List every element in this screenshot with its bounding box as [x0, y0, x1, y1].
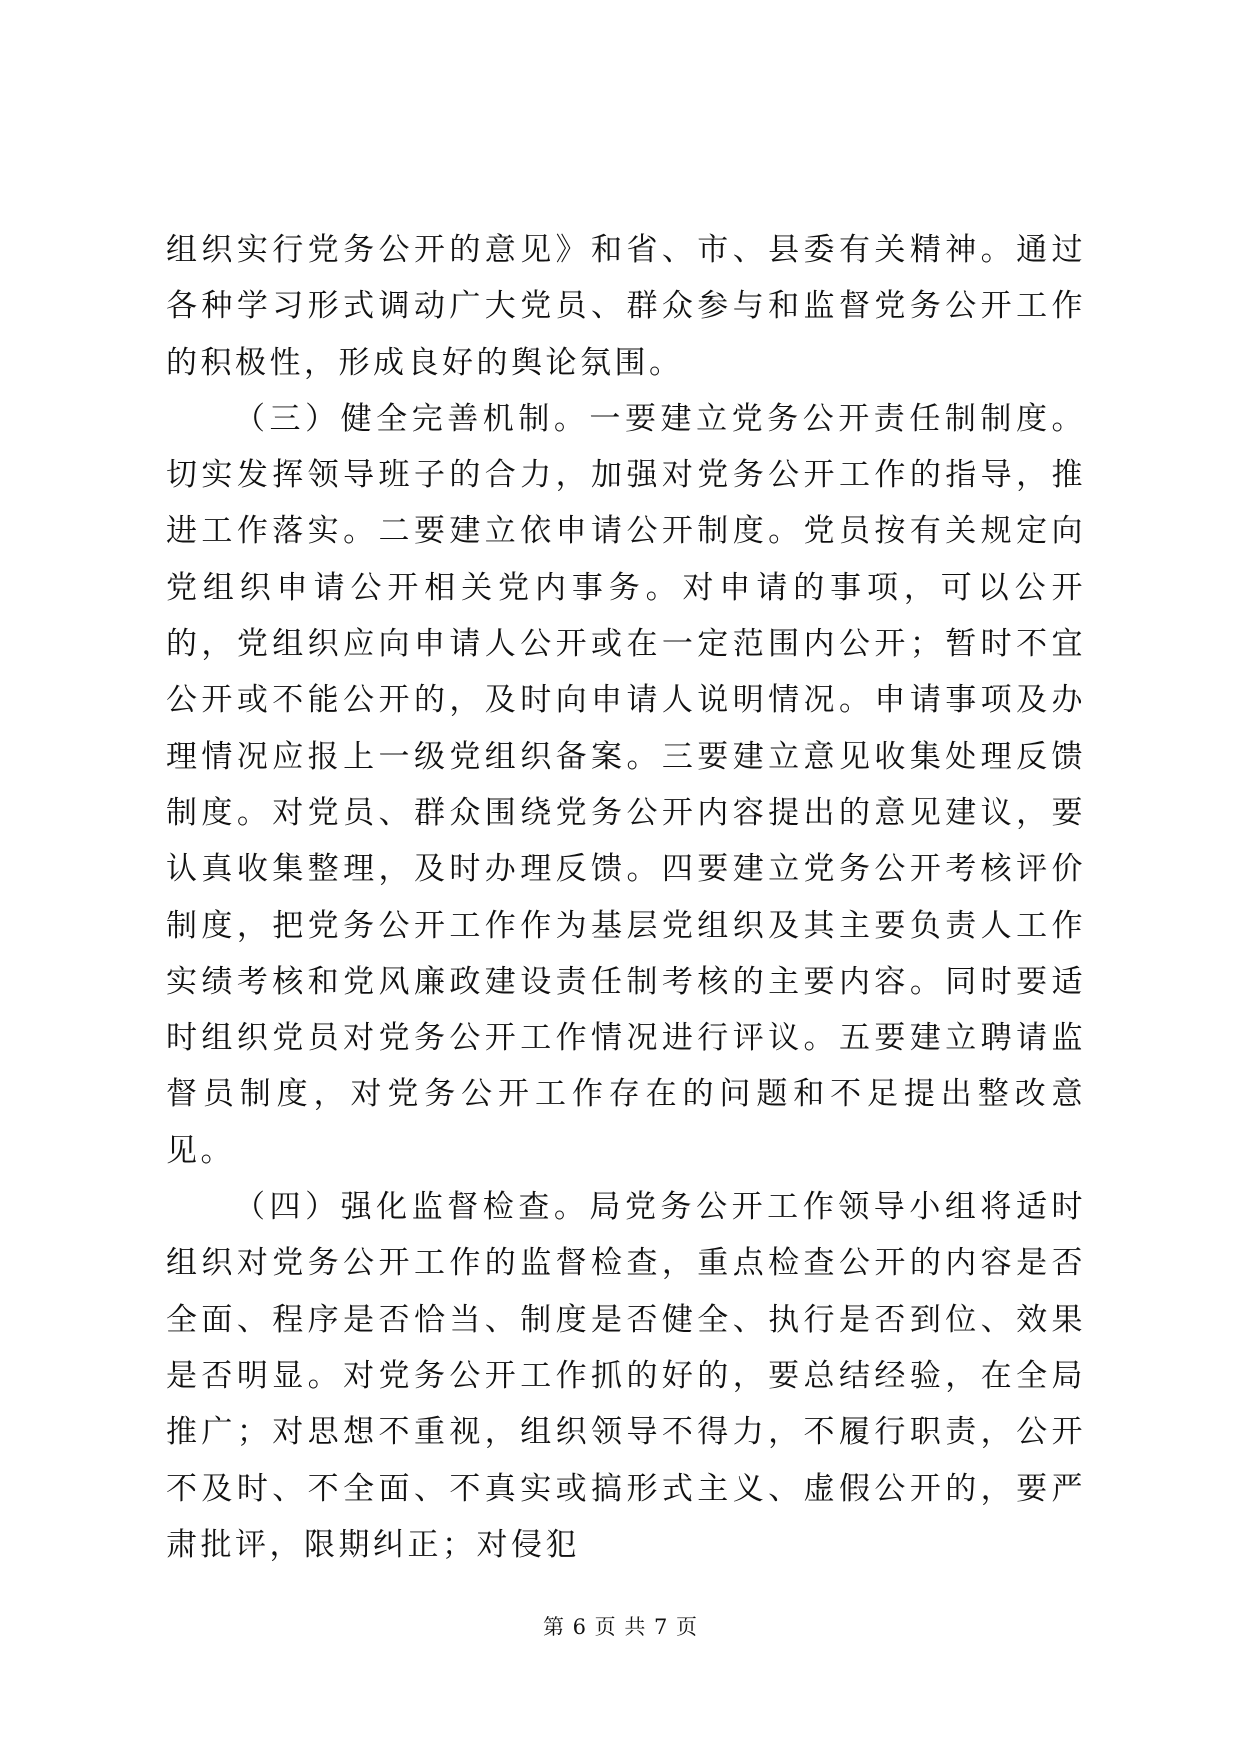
paragraph-1: 组织实行党务公开的意见》和省、市、县委有关精神。通过各种学习形式调动广大党员、群众参与和监督党务公开工作的积极性，形成良好的舆论氛围。 [166, 232, 1086, 381]
paragraph-2: （三）健全完善机制。一要建立党务公开责任制制度。切实发挥领导班子的合力，加强对党务公开工作的指导，推进工作落实。二要建立依申请公开制度。党员按有关规定向党组织申请公开相关党内事务。对申请的事项，可以公开的，党组织应向申请人公开或在一定范围内公开；暂时不宜公开或不能公开的，及时向申请人说明情况。申请事项及办理情况应报上一级党组织备案。三要建立意见收集处理反馈制度。对党员、群众围绕党务公开内容提出的意见建议，要认真收集整理，及时办理反馈。四要建立党务公开考核评价制度，把党务公开工作作为基层党组织及其主要负责人工作实绩考核和党风廉政建设责任制考核的主要内容。同时要适时组织党员对党务公开工作情况进行评议。五要建立聘请监督员制度，对党务公开工作存在的问题和不足提出整改意见。 [166, 400, 1086, 1169]
page-number-footer: 第 6 页 共 7 页 [542, 1615, 699, 1639]
document-body [166, 222, 1086, 1573]
paragraph-3: （四）强化监督检查。局党务公开工作领导小组将适时组织对党务公开工作的监督检查，重点检查公开的内容是否全面、程序是否恰当、制度是否健全、执行是否到位、效果是否明显。对党务公开工作抓的好的，要总结经验，在全局推广；对思想不重视，组织领导不得力，不履行职责，公开不及时、不全面、不真实或搞形式主义、虚假公开的，要严肃批评，限期纠正；对侵犯 [166, 1189, 1086, 1563]
